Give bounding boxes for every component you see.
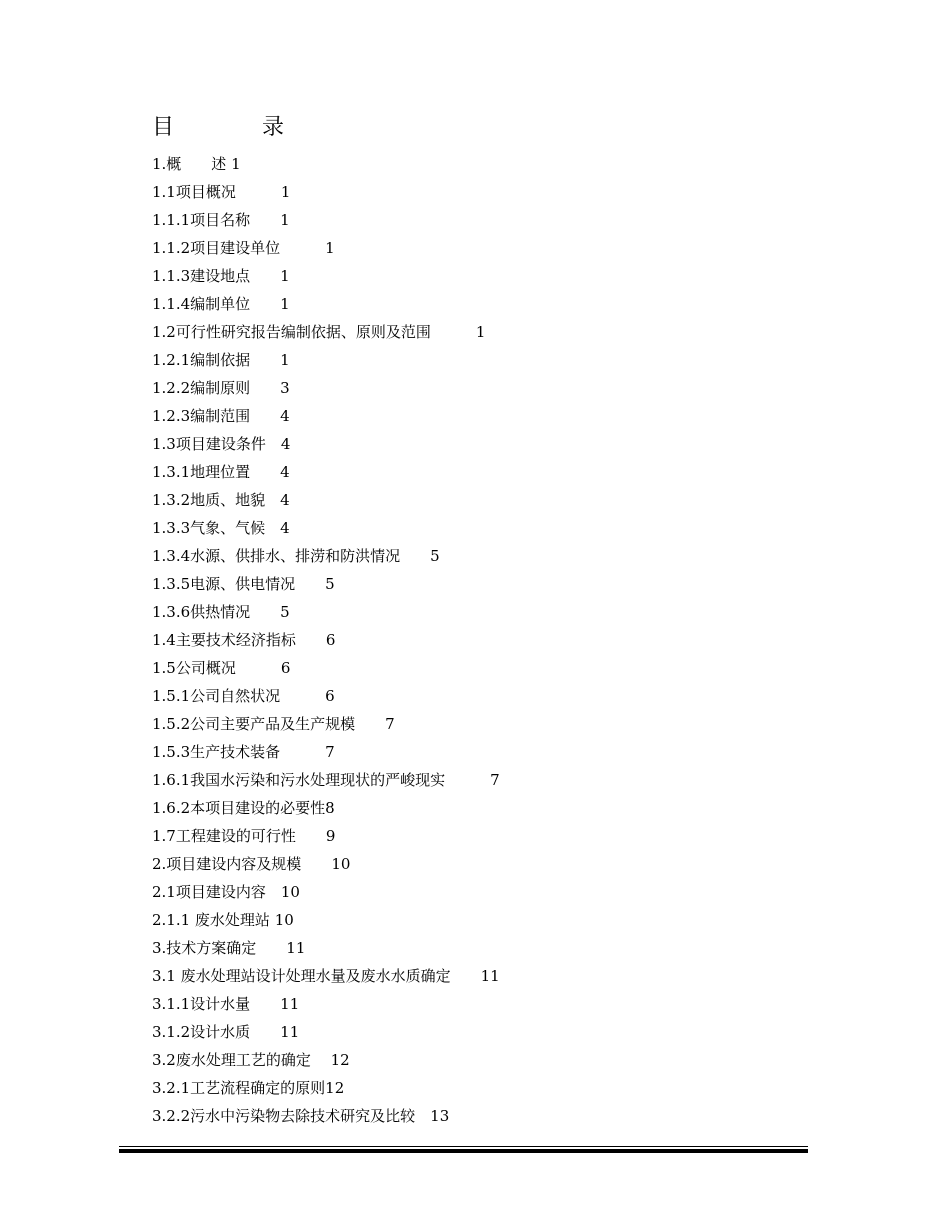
toc-entry: 2.1项目建设内容 10 — [152, 883, 300, 901]
toc-entry: 1.5.1公司自然状况 6 — [152, 687, 335, 705]
footer-rule — [119, 1146, 808, 1153]
toc-entry: 3.2.2污水中污染物去除技术研究及比较 13 — [152, 1107, 450, 1125]
toc-entry: 1.6.2本项目建设的必要性8 — [152, 799, 335, 817]
toc-entry: 1.3项目建设条件 4 — [152, 435, 291, 453]
toc-entry: 1.3.1地理位置 4 — [152, 463, 290, 481]
toc-entry: 1.5公司概况 6 — [152, 659, 291, 677]
footer-rule-thick-line — [119, 1149, 808, 1153]
toc-entry: 1.4主要技术经济指标 6 — [152, 631, 336, 649]
toc-entry: 1.7工程建设的可行性 9 — [152, 827, 336, 845]
toc-entry: 1.2.3编制范围 4 — [152, 407, 290, 425]
toc-entry: 1.2.2编制原则 3 — [152, 379, 290, 397]
footer-rule-thin-line — [119, 1146, 808, 1147]
toc-entry: 3.1.1设计水量 11 — [152, 995, 300, 1013]
toc-entry: 2.项目建设内容及规模 10 — [152, 855, 351, 873]
toc-entry: 1.3.6供热情况 5 — [152, 603, 290, 621]
toc-entry: 1.5.3生产技术装备 7 — [152, 743, 335, 761]
toc-entry: 2.1.1 废水处理站 10 — [152, 911, 294, 929]
toc-entry: 1.1.3建设地点 1 — [152, 267, 290, 285]
toc-entry: 1.1.4编制单位 1 — [152, 295, 290, 313]
toc-entry: 1.6.1我国水污染和污水处理现状的严峻现实 7 — [152, 771, 500, 789]
toc-list — [152, 150, 500, 1130]
toc-entry: 1.3.5电源、供电情况 5 — [152, 575, 335, 593]
toc-entry: 1.2可行性研究报告编制依据、原则及范围 1 — [152, 323, 486, 341]
toc-entry: 1.概 述 1 — [152, 155, 241, 173]
toc-entry: 1.3.4水源、供排水、排涝和防洪情况 5 — [152, 547, 440, 565]
toc-entry: 1.2.1编制依据 1 — [152, 351, 290, 369]
toc-entry: 3.1.2设计水质 11 — [152, 1023, 300, 1041]
toc-entry: 1.5.2公司主要产品及生产规模 7 — [152, 715, 395, 733]
toc-entry: 3.2.1工艺流程确定的原则12 — [152, 1079, 345, 1097]
toc-entry: 1.3.2地质、地貌 4 — [152, 491, 290, 509]
toc-entry: 3.2废水处理工艺的确定 12 — [152, 1051, 350, 1069]
toc-entry: 3.1 废水处理站设计处理水量及废水水质确定 11 — [152, 967, 500, 985]
toc-entry: 3.技术方案确定 11 — [152, 939, 306, 957]
toc-entry: 1.3.3气象、气候 4 — [152, 519, 290, 537]
toc-title: 目 录 — [152, 115, 285, 140]
toc-entry: 1.1.1项目名称 1 — [152, 211, 290, 229]
toc-entry: 1.1.2项目建设单位 1 — [152, 239, 335, 257]
toc-entry: 1.1项目概况 1 — [152, 183, 291, 201]
